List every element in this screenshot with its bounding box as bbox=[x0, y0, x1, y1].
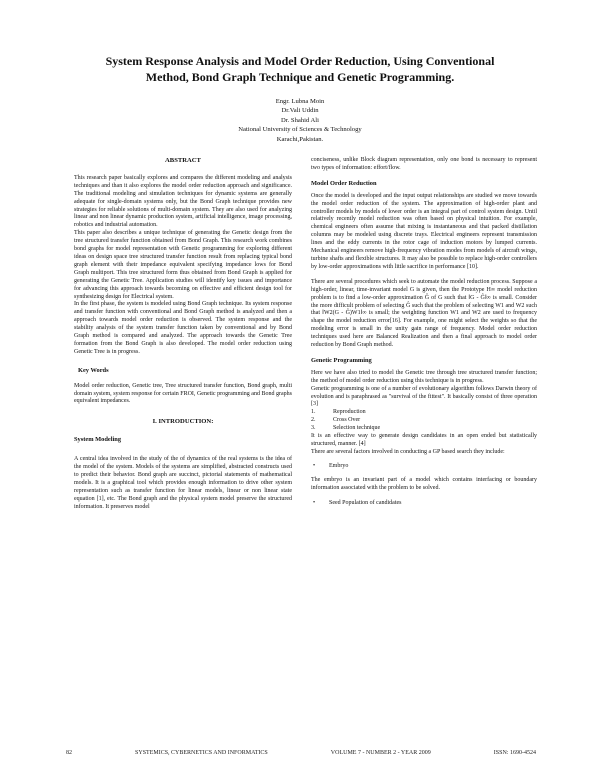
bullet-icon: • bbox=[313, 462, 316, 469]
list-number: 1. bbox=[311, 409, 316, 416]
model-order-reduction-heading: Model Order Reduction bbox=[311, 179, 377, 187]
volume-info: VOLUME 7 - NUMBER 2 - YEAR 2009 bbox=[330, 750, 431, 756]
system-modeling-heading: System Modeling bbox=[74, 436, 122, 444]
bullet-item bbox=[311, 463, 537, 471]
author-name: Engr. Lubna Moin bbox=[275, 98, 325, 105]
list-item bbox=[311, 417, 537, 425]
list-label: Cross Over bbox=[333, 417, 361, 424]
gp-paragraph: It is an effective way to generate design candidates in an open ended but statistically structured, manner. [4] bbox=[311, 433, 537, 447]
keywords-heading: Key Words bbox=[78, 366, 109, 374]
continuation-paragraph: conciseness, unlike Block diagram representation, only one bond is necessary to represent two types of information: effort/flow. bbox=[311, 157, 537, 171]
genetic-programming-heading: Genetic Programming bbox=[311, 356, 372, 364]
list-label: Selection technique bbox=[333, 425, 381, 432]
list-label: Reproduction bbox=[333, 409, 366, 416]
intro-heading: I. INTRODUCTION: bbox=[152, 418, 214, 426]
title-line-2: Method, Bond Graph Technique and Genetic Programming. bbox=[145, 70, 455, 84]
list-item bbox=[311, 409, 537, 417]
bullet-label: Embryo bbox=[329, 462, 349, 469]
embryo-paragraph: The embryo is an invariant part of a model which contains interfacing or boundary information associated with the problem to be solved. bbox=[311, 476, 537, 491]
bullet-item bbox=[311, 500, 537, 508]
mor-paragraph: Once the model is developed and the input output relationships are studied we move towards the model order reduction of the system. The approximation of high-order plant and controller models by models of lower order is an integral part of control system design. Until relatively recently model reduction was often based on physical intuition. For example, chemical engineers often assume that mixing is instantaneous and that packed distillation columns may be modeled using discrete trays. Electrical engineers represent transmission lines and the eddy currents in the rotor cage of induction motors by lumped currents. Mechanical engineers remove high-frequency vibration modes from models of aircraft wings, turbine shafts and flexible structures. It may also be possible to replace high-order controllers by low-order approximations with little sacrifice in performance [10]. bbox=[311, 192, 537, 270]
paper-title bbox=[60, 53, 540, 85]
bullet-label: Seed Population of candidates bbox=[329, 499, 402, 506]
affiliation: National University of Sciences & Technology bbox=[238, 126, 362, 134]
mor-paragraph: There are several procedures which seek to automate the model reduction process. Suppose a high-order, linear, time-invariant model G is given, then the Prototype H∞ model reduction problem is to find a low-order approximation Ĝ of G such that ‖G - Ĝ‖∞ is small. Consider the more difficult problem of selecting Ĝ such that the problem of selecting W1 and W2 such that ‖W2(G - Ĝ)W1‖∞ is small; the weighting function W1 and W2 are used to frequency shape the model reduction error[16]. For example, one might select the weights so that the modeling error is small in the unity gain range of frequency. Model order reduction techniques used here are Balanced Realization and then a final approach to model order reduction by Bond Graph method. bbox=[311, 278, 537, 349]
right-column bbox=[311, 157, 537, 513]
list-item bbox=[311, 425, 537, 433]
page-footer bbox=[66, 750, 536, 756]
bullet-icon: • bbox=[313, 499, 316, 506]
abstract-paragraph: This paper also describes a unique technique of generating the Genetic design from the tree structured transfer function obtained from Bond Graph. This research work combines bond graphs for model representation with Genetic programming for exploring different ideas on design space tree structured transfer function result from replacing typical bond graph element with their impedance equivalent specifying impedance lows for Bond Graph multiport. This tree structured form thus obtained from Bond Graph is applied for generating the Genetic Tree. Application studies will identify key issues and importance for advancing this approach towards becoming on effective and efficient design tool for synthesizing design for Electrical system. bbox=[74, 230, 292, 300]
list-number: 3. bbox=[311, 425, 316, 432]
title-line-1: System Response Analysis and Model Order Reduction, Using Conventional bbox=[105, 54, 495, 68]
location: Karachi,Pakistan. bbox=[276, 135, 324, 143]
gp-paragraph: Here we have also tried to model the Genetic tree through tree structured transfer function; the method of model order reduction using this technique is in progress. bbox=[311, 369, 537, 384]
gp-paragraph: There are several factors involved in conducting a GP based search they include: bbox=[311, 448, 505, 455]
list-number: 2. bbox=[311, 417, 316, 424]
left-column bbox=[74, 157, 292, 512]
author-name: Dr. Shahid Ali bbox=[281, 116, 319, 124]
author-block bbox=[200, 97, 400, 144]
page-number: 82 bbox=[66, 750, 72, 756]
gp-paragraph: Genetic programming is one of a number of evolutionary algorithm follows Darwin theory of evolution and is paraphrased as "survival of the fittest". It basically consist of three operation [3] bbox=[311, 385, 537, 408]
keywords-text: Model order reduction, Genetic tree, Tree structured transfer function, Bond graph, multi domain system, system response for certain FROI, Genetic programming and Bond graphs equivalent impedances. bbox=[74, 382, 292, 405]
author-name: Dr.Vali Uddin bbox=[281, 107, 319, 115]
issn: ISSN: 1690-4524 bbox=[493, 750, 536, 756]
journal-name: SYSTEMICS, CYBERNETICS AND INFORMATICS bbox=[135, 750, 268, 756]
abstract-heading: ABSTRACT bbox=[165, 157, 201, 164]
abstract-paragraph: In the first phase, the system is modeled using Bond Graph technique. Its system response and transfer function with conventional and Bond Graph method is analyzed and then a approach towards model order reduction is observed. The system response and the stability analysis of the system transfer function taken by conventional and by Bond Graph method is compared and analyzed. The approach towards the Genetic Tree formation from the Bond Graph is also developed. The model order reduction using Genetic Tree is in progress. bbox=[74, 301, 292, 355]
intro-paragraph: A central idea involved in the study of the of dynamics of the real systems is the idea of the model of the system. Models of the systems are simplified, abstracted constructs used to predict their behavior. Bond graph are succinct, pictorial statements of mathematical models. It is a graphical tool which provides enough information to drive other system representation such as transfer function for linear models, linear or non linear state equation [1], etc. The Bond graph and the physical system model preserve the structured information. It preserves model bbox=[74, 456, 292, 510]
abstract-paragraph: This research paper basically explores and compares the different modeling and analysis techniques and than it also explores the model order reduction approach and significance. The traditional modeling and simulation techniques for dynamic systems are generally adequate for single-domain systems only, but the Bond Graph technique provides new strategies for reliable solutions of multi-domain system. They are also used for analyzing linear and non linear dynamic production system, artificial intelligence, image processing, robotics and industrial automation. bbox=[74, 174, 292, 229]
